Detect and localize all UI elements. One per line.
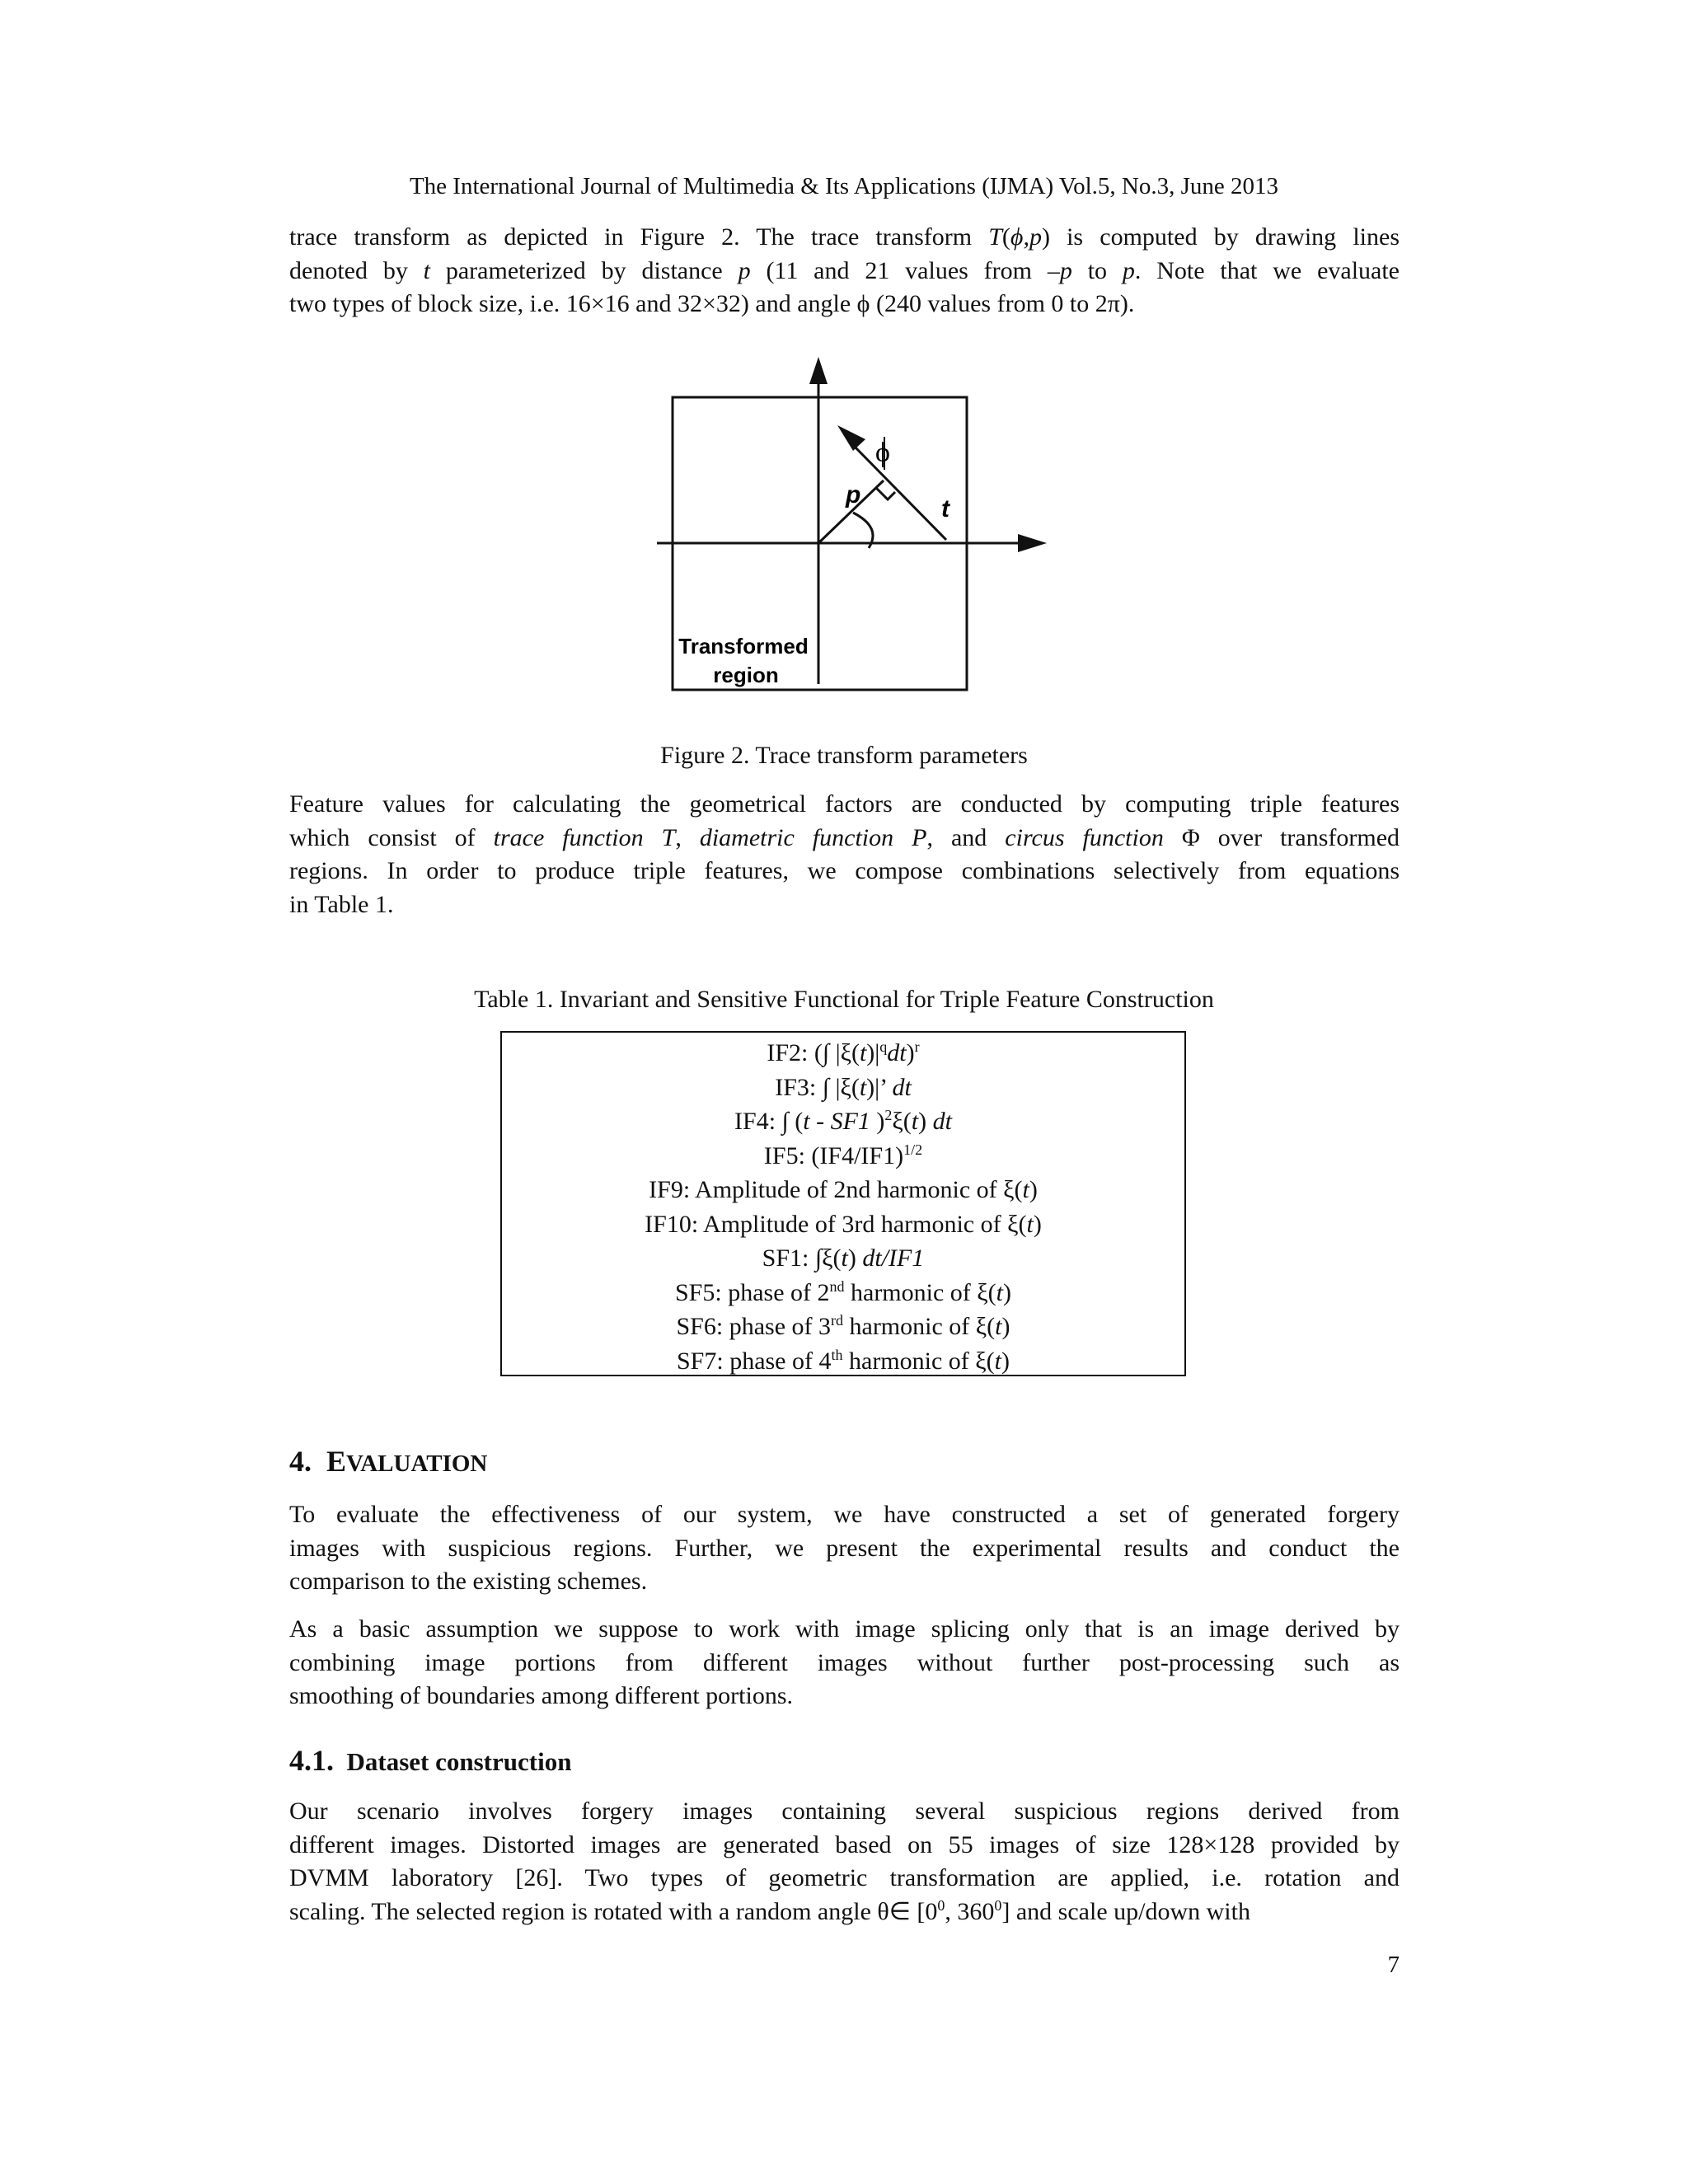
text-run: p xyxy=(1122,256,1135,284)
text-run: ) xyxy=(870,1108,885,1135)
table-caption: Table 1. Invariant and Sensitive Functional for Triple Feature Construction xyxy=(474,986,1214,1013)
text-run: ) xyxy=(1001,1347,1010,1375)
text-run: , 360 xyxy=(945,1897,995,1925)
page-number: 7 xyxy=(1387,1952,1400,1978)
text-line xyxy=(289,1647,1400,1680)
paragraph-assumption xyxy=(289,1613,1400,1713)
text-run: SF5: phase of 2 xyxy=(675,1278,830,1306)
text-run: nd xyxy=(829,1277,845,1295)
text-run: To evaluate the effectiveness of our system, we have constructed a set of generated forgery xyxy=(289,1501,1400,1528)
text-run: SF6: phase of 3 xyxy=(676,1313,831,1340)
text-run: t xyxy=(995,1313,1002,1340)
text-run: parameterized by distance xyxy=(430,256,738,284)
text-run: t xyxy=(1026,1210,1034,1238)
text-run: ) xyxy=(1001,1313,1010,1340)
text-run: ( xyxy=(1001,223,1010,251)
text-run: (11 and 21 values from – xyxy=(750,256,1060,284)
text-run: dt xyxy=(932,1108,952,1135)
text-run: IF5: (IF4/IF1) xyxy=(763,1141,904,1169)
section-number: 4. xyxy=(289,1445,312,1478)
text-run: dt xyxy=(887,1039,907,1066)
p-label: p xyxy=(846,481,861,509)
text-run: denoted by xyxy=(289,256,424,284)
table-row xyxy=(502,1036,1184,1071)
figure-caption: Figure 2. Trace transform parameters xyxy=(660,742,1028,769)
text-run: dt xyxy=(892,1073,912,1101)
text-run: which consist of xyxy=(289,823,494,851)
x-axis-arrow-icon xyxy=(1018,534,1047,552)
text-run: IF9: Amplitude of 2nd harmonic of ξ( xyxy=(649,1176,1023,1203)
text-run: DVMM laboratory [26]. Two types of geometric transformation are applied, i.e. rotation and xyxy=(289,1864,1400,1891)
text-run: trace function T xyxy=(493,823,676,851)
text-run: SF7: phase of 4 xyxy=(676,1347,832,1375)
section-title-initial: E xyxy=(326,1445,347,1478)
text-run: ) is computed by drawing lines xyxy=(1041,223,1400,251)
text-run: harmonic of ξ( xyxy=(844,1278,996,1306)
text-run: t - SF1 xyxy=(803,1108,870,1135)
text-run: comparison to the existing schemes. xyxy=(289,1568,648,1595)
text-line xyxy=(289,1498,1400,1532)
text-run: Φ over transformed xyxy=(1163,823,1400,851)
text-run: , and xyxy=(926,823,1006,851)
text-run: IF2: (∫ |ξ( xyxy=(767,1039,860,1066)
text-run: trace transform as depicted in Figure 2. The trace transform xyxy=(289,223,989,251)
text-run: combining image portions from different images without further post-processing such as xyxy=(289,1648,1400,1676)
text-run: rd xyxy=(831,1312,843,1329)
text-run: t xyxy=(1022,1176,1029,1203)
text-run: in Table 1. xyxy=(289,890,394,918)
text-run: t xyxy=(841,1244,848,1272)
text-line xyxy=(289,1565,1400,1599)
text-run: smoothing of boundaries among different portions. xyxy=(289,1682,794,1709)
text-run: ) xyxy=(1029,1176,1038,1203)
text-run: dt/IF1 xyxy=(862,1244,925,1272)
table-row xyxy=(502,1344,1184,1379)
paragraph-trace-transform xyxy=(289,221,1400,321)
text-run: t xyxy=(911,1108,919,1135)
functional-table xyxy=(500,1031,1186,1376)
text-run: th xyxy=(831,1346,843,1363)
table-row xyxy=(502,1173,1184,1207)
table-row xyxy=(502,1310,1184,1344)
section-heading-evaluation xyxy=(289,1444,487,1479)
region-label-1: Transformed xyxy=(678,634,809,658)
text-run: ) xyxy=(918,1108,933,1135)
text-line xyxy=(289,1532,1400,1566)
text-run: ϕ,p xyxy=(1010,223,1042,251)
text-line xyxy=(289,1896,1400,1929)
text-run: q xyxy=(879,1038,888,1055)
text-run: diametric function P xyxy=(699,823,927,851)
text-run: two types of block size, i.e. 16×16 and 32×32) and angle ϕ (240 values from 0 to 2π). xyxy=(289,290,1135,317)
text-line xyxy=(289,1862,1400,1896)
text-line xyxy=(289,1829,1400,1863)
text-line xyxy=(289,788,1400,822)
text-line xyxy=(289,255,1400,288)
text-run: t xyxy=(423,256,431,284)
text-line xyxy=(289,888,1400,922)
table-row xyxy=(502,1139,1184,1174)
text-run: harmonic of ξ( xyxy=(842,1347,995,1375)
text-run: ) xyxy=(1003,1278,1011,1306)
subsection-heading-dataset xyxy=(289,1743,571,1778)
t-label: t xyxy=(941,495,950,523)
text-run: p xyxy=(738,256,751,284)
text-run: IF10: Amplitude of 3rd harmonic of ξ( xyxy=(645,1210,1027,1238)
text-run: 0 xyxy=(994,1896,1002,1914)
text-run: to xyxy=(1071,256,1123,284)
text-run: regions. In order to produce triple features, we compose combinations selectively from equations xyxy=(289,857,1400,884)
t-line xyxy=(853,445,946,540)
table-row xyxy=(502,1104,1184,1139)
text-run: ) xyxy=(906,1039,915,1066)
text-run: SF1: ∫ξ( xyxy=(762,1244,842,1272)
text-run: Feature values for calculating the geometrical factors are conducted by computing triple features xyxy=(289,790,1400,818)
region-label-2: region xyxy=(713,663,779,687)
y-axis-arrow-icon xyxy=(809,357,828,384)
table-row xyxy=(502,1207,1184,1242)
text-run: circus function xyxy=(1005,823,1164,851)
text-run: t xyxy=(994,1347,1001,1375)
right-angle-mark xyxy=(876,488,895,499)
t-arrow-icon xyxy=(837,425,865,451)
text-line xyxy=(289,822,1400,855)
text-run: )| xyxy=(866,1039,880,1066)
subsection-number: 4.1. xyxy=(289,1744,334,1777)
text-run: harmonic of ξ( xyxy=(843,1313,996,1340)
text-line xyxy=(289,855,1400,888)
text-run: As a basic assumption we suppose to work with image splicing only that is an image derived by xyxy=(289,1615,1400,1643)
paragraph-evaluation-intro xyxy=(289,1498,1400,1599)
paragraph-feature-values xyxy=(289,788,1400,921)
table-row xyxy=(502,1276,1184,1310)
text-run: images with suspicious regions. Further, we present the experimental results and conduct the xyxy=(289,1534,1400,1562)
text-run: , xyxy=(675,823,700,851)
text-run: ) xyxy=(847,1244,863,1272)
table-row xyxy=(502,1241,1184,1276)
text-run: p xyxy=(1059,256,1072,284)
running-header: The International Journal of Multimedia & Its Applications (IJMA) Vol.5, No.3, June 2013 xyxy=(409,173,1279,199)
text-run: Our scenario involves forgery images containing several suspicious regions derived from xyxy=(289,1797,1400,1825)
text-run: )|’ xyxy=(866,1073,893,1101)
text-run: ξ( xyxy=(892,1108,912,1135)
text-run: 2 xyxy=(884,1107,893,1123)
text-run: IF3: ∫ |ξ( xyxy=(775,1073,860,1101)
text-line xyxy=(289,288,1400,321)
text-run: r xyxy=(914,1038,920,1055)
text-run: 1/2 xyxy=(903,1141,923,1158)
text-run: scaling. The selected region is rotated with a random angle θ∈ [0 xyxy=(289,1897,938,1925)
text-run: T xyxy=(988,223,1002,251)
text-run: IF4: ∫ ( xyxy=(734,1108,804,1135)
text-run: different images. Distorted images are generated based on 55 images of size 128×128 provided by xyxy=(289,1830,1400,1858)
subsection-title: Dataset construction xyxy=(346,1747,572,1776)
table-row xyxy=(502,1071,1184,1105)
text-line xyxy=(289,221,1400,255)
text-run: t xyxy=(996,1278,1003,1306)
text-line xyxy=(289,1795,1400,1829)
figure-trace-transform-diagram xyxy=(643,346,1071,701)
text-line xyxy=(289,1613,1400,1647)
text-run: ] and scale up/down with xyxy=(1001,1897,1250,1925)
phi-label: ϕ xyxy=(875,438,890,468)
text-run: 0 xyxy=(937,1896,945,1914)
text-run: t xyxy=(859,1039,867,1066)
text-run: t xyxy=(859,1073,867,1101)
section-title-rest: VALUATION xyxy=(346,1451,488,1477)
text-run: . Note that we evaluate xyxy=(1134,256,1400,284)
text-run: ) xyxy=(1033,1210,1042,1238)
paragraph-dataset xyxy=(289,1795,1400,1929)
text-line xyxy=(289,1680,1400,1713)
